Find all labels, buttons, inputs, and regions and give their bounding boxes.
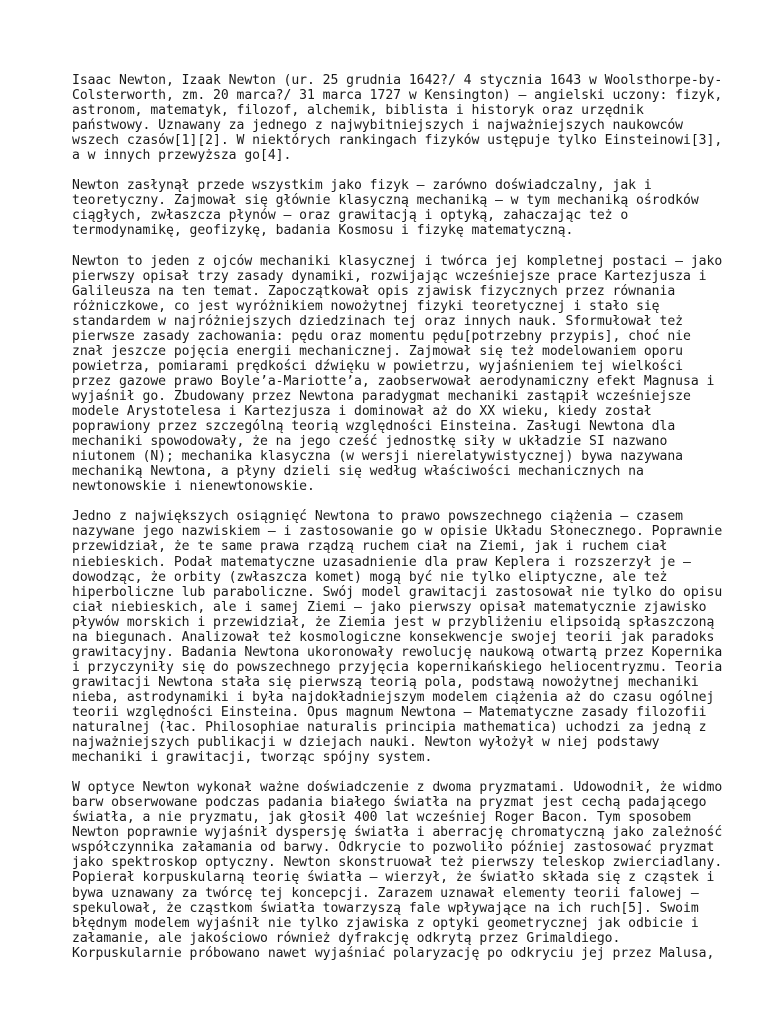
- text-line: grawitacji Newtona stała się pierwszą teorią pola, podstawą nowożytnej mechaniki: [72, 674, 699, 690]
- text-line: a w innych przewyższa go[4].: [72, 148, 292, 164]
- text-line: nieba, astrodynamiki i była najdokładniejszym modelem ciążenia aż do czasu ogólnej: [72, 689, 715, 705]
- paragraph: [72, 73, 723, 164]
- text-line: jako spektroskop optyczny. Newton skonstruował też pierwszy teleskop zwierciadlany.: [72, 855, 723, 871]
- text-line: państwowy. Uznawany za jednego z najwybitniejszych i najważniejszych naukowców: [72, 118, 683, 134]
- text-line: Colsterworth, zm. 20 marca?/ 31 marca 1727 w Kensington) – angielski uczony: fizyk,: [72, 88, 723, 104]
- text-line: mechaniką Newtona, a płyny dzieli się według właściwości mechanicznych na: [72, 464, 644, 480]
- text-line: teoretyczny. Zajmował się głównie klasyczną mechaniką – w tym mechaniką ośrodków: [72, 193, 699, 209]
- text-line: modele Arystotelesa i Kartezjusza i dominował aż do XX wieku, kiedy został: [72, 404, 652, 420]
- text-line: Jedno z największych osiągnięć Newtona to prawo powszechnego ciążenia – czasem: [72, 509, 683, 525]
- text-line: powietrza, pomiarami prędkości dźwięku w powietrzu, wyjaśnieniem tej wielkości: [72, 358, 683, 374]
- text-line: pierwszy opisał trzy zasady dynamiki, rozwijając wcześniejsze prace Kartezjusza i: [72, 268, 707, 284]
- text-line: wszech czasów[1][2]. W niektórych rankingach fizyków ustępuje tylko Einsteinowi[3],: [72, 133, 723, 149]
- text-line: i przyczyniły się do powszechnego przyjęcia kopernikańskiego heliocentryzmu. Teoria: [72, 659, 723, 675]
- text-line: naturalnej (łac. Philosophiae naturalis principia mathematica) uchodzi za jedną z: [72, 720, 707, 736]
- text-line: Galileusza na ten temat. Zapoczątkował opis zjawisk fizycznych przez równania: [72, 283, 676, 299]
- text-line: niebieskich. Podał matematyczne uzasadnienie dla praw Keplera i rozszerzył je –: [72, 554, 691, 570]
- text-line: wyjaśnił go. Zbudowany przez Newtona paradygmat mechaniki zastąpił wcześniejsze: [72, 388, 691, 404]
- text-line: barw obserwowane podczas padania białego światła na pryzmat jest cechą padającego: [72, 795, 707, 811]
- paragraph: [72, 509, 723, 766]
- text-line: poprawiony przez szczególną teorią względności Einsteina. Zasługi Newtona dla: [72, 419, 676, 435]
- paragraph: [72, 253, 723, 495]
- text-line: newtonowskie i nienewtonowskie.: [72, 479, 315, 495]
- text-line: spekulował, że cząstkom światła towarzyszą fale wpływające na ich ruch[5]. Swoim: [72, 900, 699, 916]
- text-line: najważniejszych publikacji w dziejach nauki. Newton wyłożył w niej podstawy: [72, 735, 660, 751]
- text-line: Isaac Newton, Izaak Newton (ur. 25 grudnia 1642?/ 4 stycznia 1643 w Woolsthorpe-by-: [72, 73, 723, 88]
- text-line: niutonem (N); mechanika klasyczna (w wersji nierelatywistycznej) bywa nazywana: [72, 449, 683, 465]
- text-line: nazywane jego nazwiskiem – i zastosowanie go w opisie Układu Słonecznego. Poprawnie: [72, 524, 723, 540]
- text-line: mechaniki spowodowały, że na jego cześć jednostkę siły w układzie SI nazwano: [72, 434, 668, 450]
- text-line: przez gazowe prawo Boyle’a-Mariotte’a, zaobserwował aerodynamiczny efekt Magnusa i: [72, 373, 715, 389]
- text-line: pierwsze zasady zachowania: pędu oraz momentu pędu[potrzebny przypis], choć nie: [72, 328, 691, 344]
- text-line: Korpuskularnie próbowano nawet wyjaśniać polaryzację po odkryciu jej przez Malusa,: [72, 945, 715, 961]
- text-line: ciągłych, zwłaszcza płynów – oraz grawitacją i optyką, zahaczając też o: [72, 208, 629, 224]
- text-line: ciał niebieskich, ale i samej Ziemi – jako pierwszy opisał matematycznie zjawisko: [72, 599, 707, 615]
- text-line: dowodząc, że orbity (zwłaszcza komet) mogą być nie tylko eliptyczne, ale też: [72, 569, 668, 585]
- text-line: pływów morskich i przewidział, że Ziemia jest w przybliżeniu elipsoidą spłaszczoną: [72, 614, 715, 630]
- text-line: Newton zasłynął przede wszystkim jako fizyk – zarówno doświadczalny, jak i: [72, 178, 652, 194]
- text-line: współczynnika załamania od barwy. Odkrycie to pozwoliło później zastosować pryzmat: [72, 840, 715, 856]
- text-line: astronom, matematyk, filozof, alchemik, biblista i historyk oraz urzędnik: [72, 103, 644, 119]
- text-line: różniczkowe, co jest wyróżnikiem nowożytnej fizyki teoretycznej i stało się: [72, 298, 660, 314]
- text-line: grawitacyjny. Badania Newtona ukoronowały rewolucję naukową otwartą przez Kopernika: [72, 644, 723, 660]
- text-line: na biegunach. Analizował też kosmologiczne konsekwencje swojej teorii jak paradoks: [72, 629, 715, 645]
- text-line: przewidział, że te same prawa rządzą ruchem ciał na Ziemi, jak i ruchem ciał: [72, 539, 668, 555]
- paragraph: [72, 780, 723, 961]
- text-line: załamanie, ale jakościowo również dyfrakcję odkrytą przez Grimaldiego.: [72, 930, 621, 946]
- text-line: znał jeszcze pojęcia energii mechanicznej. Zajmował się też modelowaniem oporu: [72, 343, 683, 359]
- text-line: Popierał korpuskularną teorię światła – wierzył, że światło składa się z cząstek i: [72, 870, 715, 886]
- text-line: hiperboliczne lub paraboliczne. Swój model grawitacji zastosował nie tylko do opisu: [72, 584, 723, 600]
- text-line: Newton to jeden z ojców mechaniki klasycznej i twórca jej kompletnej postaci – jako: [72, 253, 723, 269]
- text-line: teorii względności Einsteina. Opus magnum Newtona – Matematyczne zasady filozofii: [72, 704, 707, 720]
- text-line: mechaniki i grawitacji, tworząc spójny system.: [72, 750, 433, 766]
- text-line: termodynamikę, geofizykę, badania Kosmosu i fizykę matematyczną.: [72, 223, 574, 239]
- text-line: standardem w najróżniejszych dziedzinach tej oraz innych nauk. Sformułował też: [72, 313, 683, 329]
- text-line: błędnym modelem wyjaśnił nie tylko zjawiska z optyki geometrycznej jak odbicie i: [72, 915, 699, 931]
- text-line: W optyce Newton wykonał ważne doświadczenie z dwoma pryzmatami. Udowodnił, że widmo: [72, 780, 723, 796]
- document-body: [72, 73, 723, 976]
- text-line: bywa uznawany za twórcę tej koncepcji. Zarazem uznawał elementy teorii falowej –: [72, 885, 699, 901]
- text-line: światła, a nie pryzmatu, jak głosił 400 lat wcześniej Roger Bacon. Tym sposobem: [72, 810, 691, 826]
- text-line: Newton poprawnie wyjaśnił dyspersję światła i aberrację chromatyczną jako zależność: [72, 825, 723, 841]
- paragraph: [72, 178, 712, 238]
